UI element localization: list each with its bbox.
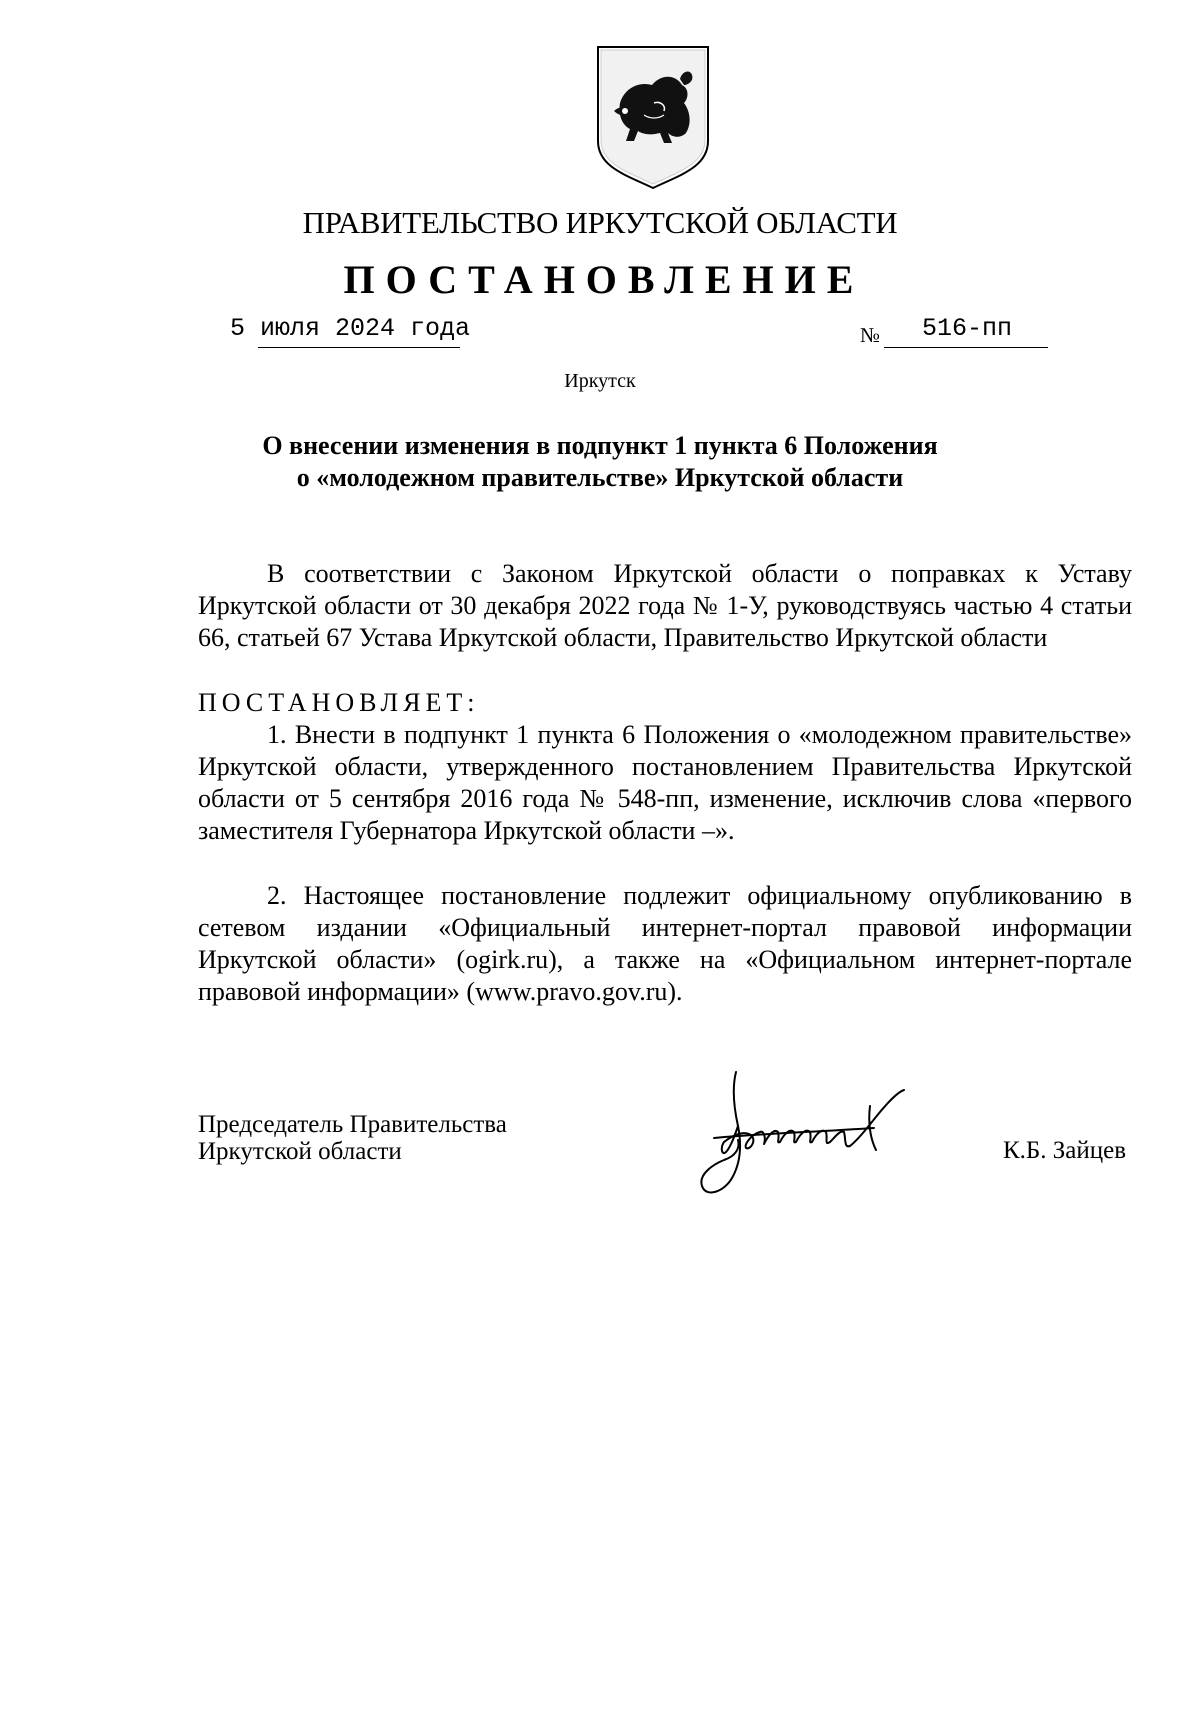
city-name: Иркутск [564,370,636,392]
number-underline [884,347,1048,348]
document-date: 5 июля 2024 года [230,314,471,343]
signer-position [198,1111,507,1165]
item-2-text: 2. Настоящее постановление подлежит официальному опубликованию в сетевом издании «Официальный интернет-портал правовой информации Иркутской области» (ogirk.ru), а также на «Официальном интернет-портале правовой информации» (www.pravo.gov.ru). [198,881,1132,1006]
signer-name: К.Б. Зайцев [1003,1137,1127,1164]
signature-icon [694,1068,954,1218]
document-type: ПОСТАНОВЛЕНИЕ [343,257,865,302]
date-underline [258,347,460,348]
title-line-2: о «молодежном правительстве» Иркутской области [296,463,904,492]
document-title [200,430,1000,494]
signer-position-line-1: Председатель Правительства [198,1111,507,1138]
item-1-paragraph [198,719,1132,847]
item-2-paragraph [198,880,1132,1008]
decree-word: ПОСТАНОВЛЯЕТ: [198,688,480,717]
title-line-1: О внесении изменения в подпункт 1 пункта 6 Положения [262,431,938,460]
document-number: 516-пп [922,314,1013,343]
organization-name: ПРАВИТЕЛЬСТВО ИРКУТСКОЙ ОБЛАСТИ [302,205,898,240]
preamble-paragraph [198,558,1132,654]
coat-of-arms-icon [594,45,712,190]
number-label: № [860,323,881,347]
signer-position-line-2: Иркутской области [198,1138,402,1165]
preamble-text: В соответствии с Законом Иркутской области о поправках к Уставу Иркутской области от 30 декабря 2022 года № 1-У, руководствуясь частью 4 статьи 66, статьей 67 Устава Иркутской области, Правительство Иркутской области [198,559,1132,652]
item-1-text: 1. Внести в подпункт 1 пункта 6 Положения о «молодежном правительстве» Иркутской области, утвержденного постановлением Правительства Иркутской области от 5 сентября 2016 года № 548-пп, изменение, исключив слова «первого заместителя Губернатора Иркутской области –». [198,720,1132,845]
